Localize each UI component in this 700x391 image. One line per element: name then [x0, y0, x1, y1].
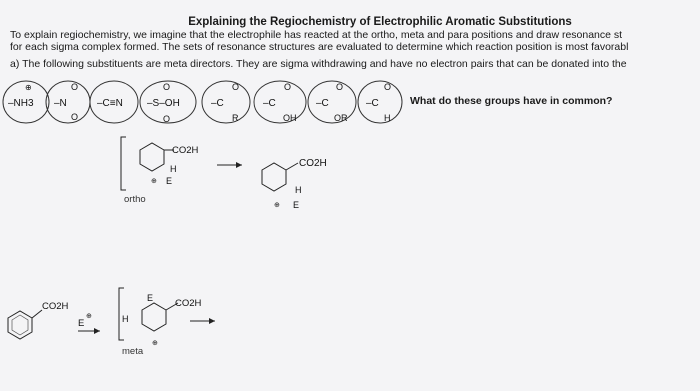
ortho-structure-2 — [262, 158, 327, 210]
substituent-nitrile — [90, 81, 138, 123]
substituent-sulfonic — [140, 81, 196, 124]
substituent-ketone — [202, 81, 250, 123]
sub-ester-or: OR — [334, 113, 348, 123]
sub-ketone-r: R — [232, 113, 239, 123]
sub-nitro-formula: –N — [54, 98, 67, 109]
sub-nh3-charge: ⊕ — [25, 83, 32, 92]
ortho1-group: CO2H — [172, 145, 199, 156]
sub-sulfonic-formula: –S–OH — [147, 98, 180, 109]
sub-nitro-o2: O — [71, 112, 79, 122]
meta-resonance-arrow-head — [209, 318, 215, 324]
meta-arrow-head — [94, 328, 100, 334]
sub-nh3-formula: –NH3 — [8, 98, 34, 109]
sub-acid-formula: –C — [263, 98, 276, 109]
part-a-text: a) The following substituents are meta directors. They are sigma withdrawing and have no electron pairs that can be donated into the — [10, 58, 627, 70]
ortho2-e: E — [293, 200, 300, 210]
sub-ketone-o: O — [232, 82, 240, 92]
substituent-nitro — [46, 81, 90, 123]
substituent-aldehyde — [358, 81, 402, 123]
page-title: Explaining the Regiochemistry of Electrophilic Aromatic Substitutions — [188, 16, 572, 28]
sub-ester-formula: –C — [316, 98, 329, 109]
ortho-arrow-head — [236, 162, 242, 168]
sub-ester-o: O — [336, 82, 344, 92]
ortho-structure-1 — [140, 143, 199, 186]
meta-intermediate — [122, 293, 202, 347]
substituent-acid — [254, 81, 306, 123]
meta-intermediate-h: H — [122, 314, 129, 324]
sub-sulfonic-o2: O — [163, 114, 171, 124]
sub-nitrile-formula: –C≡N — [97, 98, 123, 109]
ortho1-h: H — [170, 164, 177, 174]
meta-label: meta — [122, 346, 144, 357]
intro-line-2: for each sigma complex formed. The sets of resonance structures are evaluated to determine which reaction position is most favorabl — [10, 40, 629, 53]
sub-ketone-formula: –C — [211, 98, 224, 109]
meta-reactant-group: CO2H — [42, 301, 69, 312]
sub-acid-oh: OH — [283, 113, 297, 123]
meta-electrophile-charge: ⊕ — [86, 313, 92, 320]
substituent-ester — [308, 81, 356, 123]
ortho-bracket — [121, 137, 126, 190]
meta-reactant — [8, 301, 92, 339]
ortho1-e: E — [166, 176, 173, 186]
intro-line-1: To explain regiochemistry, we imagine that the electrophile has reacted at the ortho, meta and para positions and draw resonance st — [10, 29, 623, 41]
meta-intermediate-group: CO2H — [175, 298, 202, 309]
sub-acid-o: O — [284, 82, 292, 92]
ortho1-charge: ⊕ — [151, 178, 157, 185]
ortho2-h: H — [295, 185, 302, 195]
ortho-label: ortho — [124, 194, 146, 205]
ortho2-group: CO2H — [299, 158, 327, 169]
ortho2-charge: ⊕ — [274, 202, 280, 209]
sub-aldehyde-h: H — [384, 113, 391, 123]
substituent-nh3 — [3, 81, 49, 123]
sub-nitro-o1: O — [71, 82, 79, 92]
meta-intermediate-charge: ⊕ — [152, 340, 158, 347]
meta-intermediate-e: E — [147, 293, 154, 303]
sub-aldehyde-o: O — [384, 82, 392, 92]
sub-sulfonic-o1: O — [163, 82, 171, 92]
sub-aldehyde-formula: –C — [366, 98, 379, 109]
meta-electrophile: E — [78, 318, 85, 329]
question-text: What do these groups have in common? — [410, 95, 613, 107]
